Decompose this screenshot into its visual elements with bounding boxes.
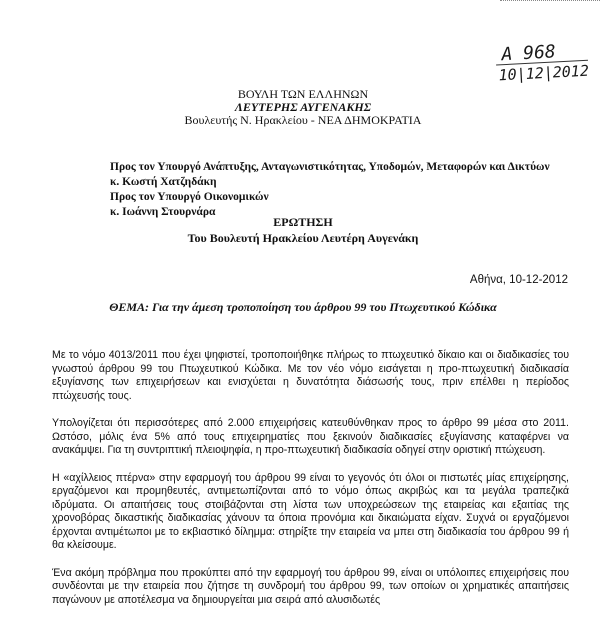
place-date: Αθήνα, 10-12-2012 [469, 274, 568, 286]
body-paragraph: Με το νόμο 4013/2011 που έχει ψηφιστεί, τροποποιήθηκε πλήρως το πτωχευτικό δίκαιο και οι διαδικασίες του γνωστού άρθρου 99 του Πτωχευτικού Κώδικα. Με τον νέο νόμο εισάγεται η προ-πτωχευτική διαδικασία εξυγίανσης των επιχειρήσεων και ενισχύεται η δυνατότητα διάσωσής τους, πριν επέλθει η περίοδος πτώχευσής τους. [52, 349, 569, 402]
parliament-name: ΒΟΥΛΗ ΤΩΝ ΕΛΛΗΝΩΝ [237, 87, 369, 101]
protocol-stamp [495, 40, 593, 85]
recipient-line: κ. Ιωάννη Στουρνάρα [110, 206, 216, 218]
body-paragraph: Ένα ακόμη πρόβλημα που προκύπτει από την εφαρμογή του άρθρου 99, είναι οι υπόλοιπες επιχειρήσεις που συνδέονται με την εταιρεία που ζήτησε τη συνδρομή του άρθρου 99, των οποίων οι χρηματικές απαιτήσεις παγώνουν με αποτέλεσμα να δημιουργείται μια σειρά από αλυσιδωτές [52, 566, 569, 606]
recipients-block [110, 160, 590, 220]
mp-name: ΛΕΥΤΕΡΗΣ ΑΥΓΕΝΑΚΗΣ [234, 100, 372, 114]
protocol-date: 10|12|2012 [498, 61, 590, 85]
mp-role: Βουλευτής Ν. Ηρακλείου - ΝΕΑ ΔΗΜΟΚΡΑΤΙΑ [184, 113, 422, 127]
recipient-line: κ. Κωστή Χατζηδάκη [110, 176, 217, 188]
body-paragraph: Η «αχίλλειος πτέρνα» στην εφαρμογή του άρθρου 99 είναι το γεγονός ότι όλοι οι πιστωτές μίας επιχείρησης, εργαζόμενοι και προμηθευτές, αντιμετωπίζονται από το νόμο όπως ακριβώς και τα μεγάλα τραπεζικά ιδρύματα. Οι απαιτήσεις τους στοιβάζονται στη λίστα των υποχρεώσεων της εταιρείας και εξαιτίας της χρονοβόρας δικαστικής διαδικασίας χάνουν τα όποια προνόμια και δικαιώματα είχαν. Συχνά οι εργαζόμενοι έρχονται αντιμέτωποι με το εκβιαστικό δίλημμα: στηρίξτε την εταιρεία να μπει στη διαδικασία του άρθρου 99 ή θα κλείσουμε. [52, 471, 569, 551]
scan-top-mark [500, 0, 600, 11]
question-subtitle: Του Βουλευτή Ηρακλείου Λευτέρη Αυγενάκη [187, 231, 419, 245]
protocol-number: A 968 [501, 41, 557, 66]
question-heading [0, 214, 606, 246]
letter-header [0, 88, 606, 127]
question-title: ΕΡΩΤΗΣΗ [273, 215, 333, 229]
letter-body [52, 349, 569, 621]
body-paragraph: Υπολογίζεται ότι περισσότερες από 2.000 επιχειρήσεις κατευθύνθηκαν προς το άρθρο 99 μέσα στο 2011. Ωστόσο, μόλις ένα 5% από τους επιχειρηματίες που ξεκινούν διαδικασίες εξυγίανσης καταφέρνει να ανακάμψει. Για τη συντριπτική πλειοψηφία, η προ-πτωχευτική διαδικασία οδηγεί στην οριστική πτώχευση. [52, 417, 569, 456]
subject-line: ΘΕΜΑ: Για την άμεση τροποποίηση του άρθρου 99 του Πτωχευτικού Κώδικα [109, 300, 497, 314]
recipient-line: Προς τον Υπουργό Οικονομικών [110, 191, 269, 203]
recipient-line: Προς τον Υπουργό Ανάπτυξης, Ανταγωνιστικότητας, Υποδομών, Μεταφορών και Δικτύων [110, 161, 550, 173]
